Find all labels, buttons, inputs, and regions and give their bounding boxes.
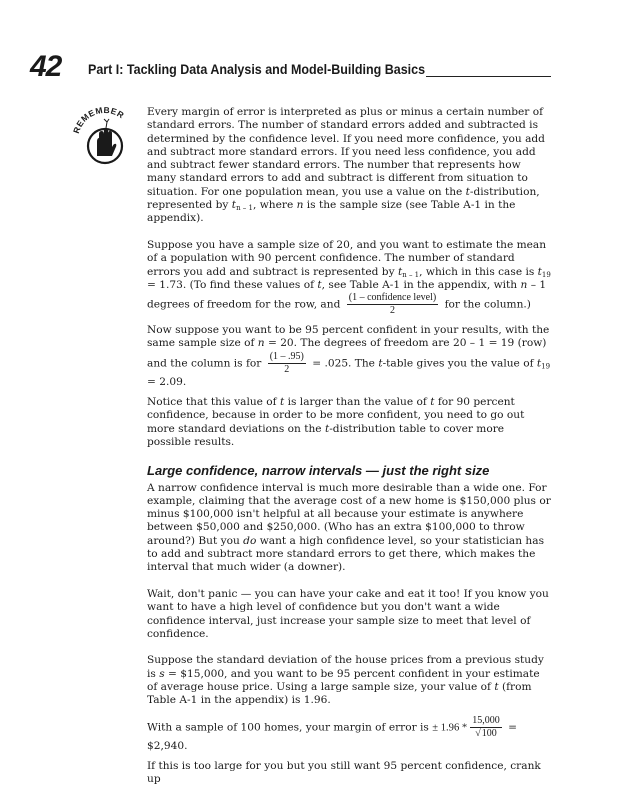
remember-label: REMEMBER (70, 104, 127, 135)
paragraph-8: With a sample of 100 homes, your margin of error is ± 1.96 * $\frac{15,000}{√100}$ = $2,940. (147, 714, 517, 752)
fraction-margin-of-error: $\frac{15,000}{√100}$ (472, 714, 500, 739)
paragraph-2: Suppose you have a sample size of 20, and you want to estimate the mean of a population with 90 percent confidence. The number of standard errors you add and subtract is represented by $t_{n - 1}$, which in this case is $t_{19} = 1.73$. (To find these values of t, see Table A-1 in the appendix, with n – 1 degrees of freedom for the row, and $\frac{\text{(1 – confidence level)}}{2}$ for the column.) (147, 238, 551, 317)
paragraph-3: Now suppose you want to be 95 percent confident in your results, with the same sample size of n = 20. The degrees of freedom are 20 – 1 = 19 (row) and the column is for $\frac{(1 - .95)}{2}$ = .025. The t-table gives you the value of $t_{19} = 2.09$. (147, 324, 551, 388)
header-rule (426, 76, 551, 77)
body-text (147, 106, 551, 800)
paragraph-5: A narrow confidence interval is much more desirable than a wide one. For example, claiming that the average cost of a new home is $150,000 plus or minus $100,000 isn't helpful at all because your estimate is anywhere between $50,000 and $250,000. (Who has an extra $100,000 to throw around?) But you do want a high confidence level, so your statistician has to add and subtract more standard errors to get there, which makes the interval that much wider (a downer). (147, 481, 551, 574)
remember-icon (70, 100, 140, 180)
paragraph-1: Every margin of error is interpreted as plus or minus a certain number of standard errors. The number of standard errors added and subtracted is determined by the confidence level. If you need more confidence, you add and subtract more standard errors. If you need less confidence, you add and subtract fewer standard errors. The number that represents how many standard errors to add and subtract is different from situation to situation. For one population mean, you use a value on the t-distribution, represented by $t_{n - 1}$, where n is the sample size (see Table A-1 in the appendix). (147, 106, 545, 225)
paragraph-6: Wait, don't panic — you can have your cake and eat it too! If you know you want to have a high level of confidence but you don't want a wide confidence interval, just increase your sample size to meet that level of confidence. (147, 587, 549, 640)
fraction-confidence-level: $\frac{\text{(1 – confidence level)}}{2}$ (348, 292, 437, 317)
running-head: Part I: Tackling Data Analysis and Model-Building Basics (88, 62, 426, 77)
page-number: 42 (30, 50, 62, 83)
paragraph-4: Notice that this value of t is larger than the value of t for 90 percent confidence, because in order to be more confident, you need to go out more standard deviations on the t-distribution table to cover more possible results. (147, 396, 525, 448)
paragraph-7: Suppose the standard deviation of the house prices from a previous study is s = $15,000, and you want to be 95 percent confident in your estimate of average house price. Using a large sample size, your value of t (from Table A-1 in the appendix) is 1.96. (147, 654, 544, 707)
section-heading: Large confidence, narrow intervals — just the right size (147, 462, 490, 478)
paragraph-9: If this is too large for you but you still want 95 percent confidence, crank up (147, 759, 541, 786)
fraction-95: $\frac{(1 - .95)}{2}$ (269, 350, 304, 375)
